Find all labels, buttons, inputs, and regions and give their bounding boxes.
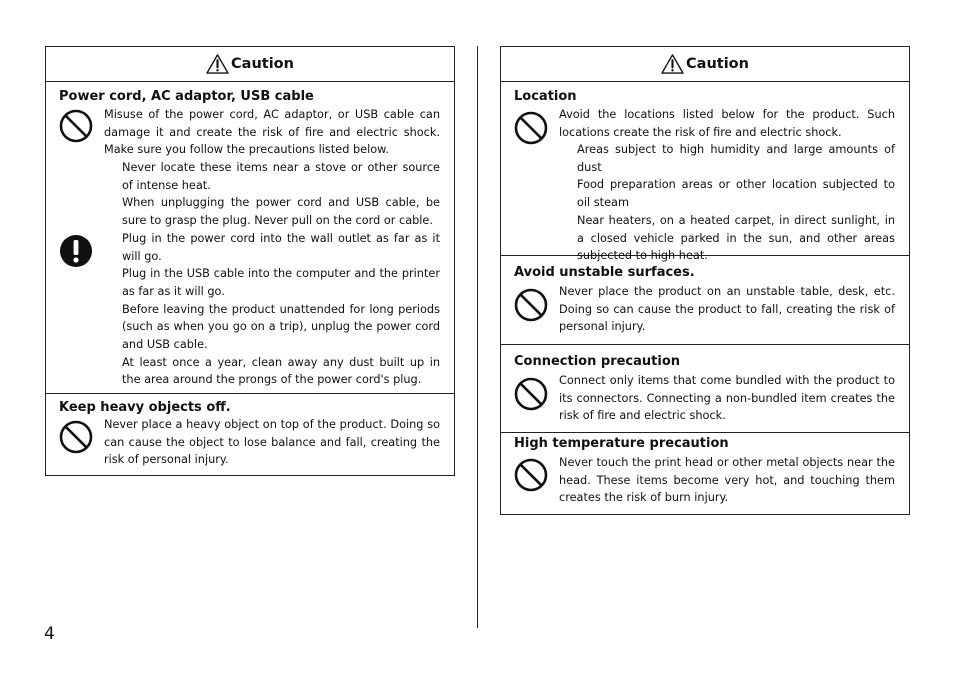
caution-box-right	[500, 46, 910, 515]
caution-box-left	[45, 46, 455, 476]
list-item: Plug in the USB cable into the computer and the printer as far as it will go.	[122, 267, 440, 298]
column-divider	[477, 46, 478, 628]
list-item: Plug in the power cord into the wall outlet as far as it will go.	[122, 231, 440, 263]
caution-header	[501, 47, 909, 82]
caution-header	[46, 47, 454, 82]
caution-title: Caution	[686, 56, 749, 72]
section-text: Connect only items that come bundled with the product to its connectors. Connecting a non-bundled item creates the risk of fire and electric shock.	[559, 374, 895, 423]
section-intro: Avoid the locations listed below for the product. Such locations create the risk of fire and electric shock.	[559, 108, 895, 139]
section-text: Never touch the print head or other metal objects near the head. These items become very hot, and touching them creates the risk of burn injury.	[559, 456, 895, 505]
mandatory-action-icon	[59, 234, 93, 268]
section-unstable-surfaces	[501, 256, 909, 345]
section-high-temperature	[501, 433, 909, 513]
section-text: Never place a heavy object on top of the product. Doing so can cause the object to lose balance and fall, creating the risk of personal injury.	[104, 418, 440, 467]
section-heavy-objects	[46, 394, 454, 474]
list-item: Never locate these items near a stove or other source of intense heat.	[122, 161, 440, 192]
prohibited-icon	[514, 377, 548, 411]
location-list	[577, 141, 895, 265]
prohibited-icon	[514, 288, 548, 322]
precaution-list	[122, 159, 440, 389]
list-item: Food preparation areas or other location subjected to oil steam	[577, 178, 895, 210]
section-power-cord	[46, 82, 454, 394]
prohibited-icon	[59, 420, 93, 454]
section-title: Keep heavy objects off.	[59, 400, 231, 415]
page-number: 4	[44, 624, 55, 644]
list-item: Before leaving the product unattended for long periods (such as when you go on a trip), unplug the power cord and USB cable.	[122, 302, 440, 352]
section-intro: Misuse of the power cord, AC adaptor, or USB cable can damage it and create the risk of fire and electric shock. Make sure you follow the precautions listed below.	[104, 108, 440, 157]
section-title: Power cord, AC adaptor, USB cable	[59, 89, 314, 104]
list-item: At least once a year, clean away any dust built up in the area around the prongs of the power cord's plug.	[122, 355, 440, 387]
warning-triangle-icon	[206, 53, 229, 75]
section-title: Location	[514, 89, 577, 104]
list-item: Near heaters, on a heated carpet, in direct sunlight, in a closed vehicle parked in the sun, and other areas subjected to high heat.	[577, 213, 895, 263]
section-connection	[501, 345, 909, 433]
section-location	[501, 82, 909, 263]
prohibited-icon	[514, 111, 548, 145]
warning-triangle-icon	[661, 53, 684, 75]
section-title: Connection precaution	[514, 354, 681, 369]
section-title: Avoid unstable surfaces.	[514, 265, 695, 280]
section-text: Never place the product on an unstable table, desk, etc. Doing so can cause the product to fall, creating the risk of personal injury.	[559, 285, 895, 334]
list-item: Areas subject to high humidity and large amounts of dust	[577, 143, 895, 174]
prohibited-icon	[59, 109, 93, 143]
section-title: High temperature precaution	[514, 436, 729, 451]
prohibited-icon	[514, 458, 548, 492]
list-item: When unplugging the power cord and USB cable, be sure to grasp the plug. Never pull on the cord or cable.	[122, 196, 440, 228]
caution-title: Caution	[231, 56, 294, 72]
